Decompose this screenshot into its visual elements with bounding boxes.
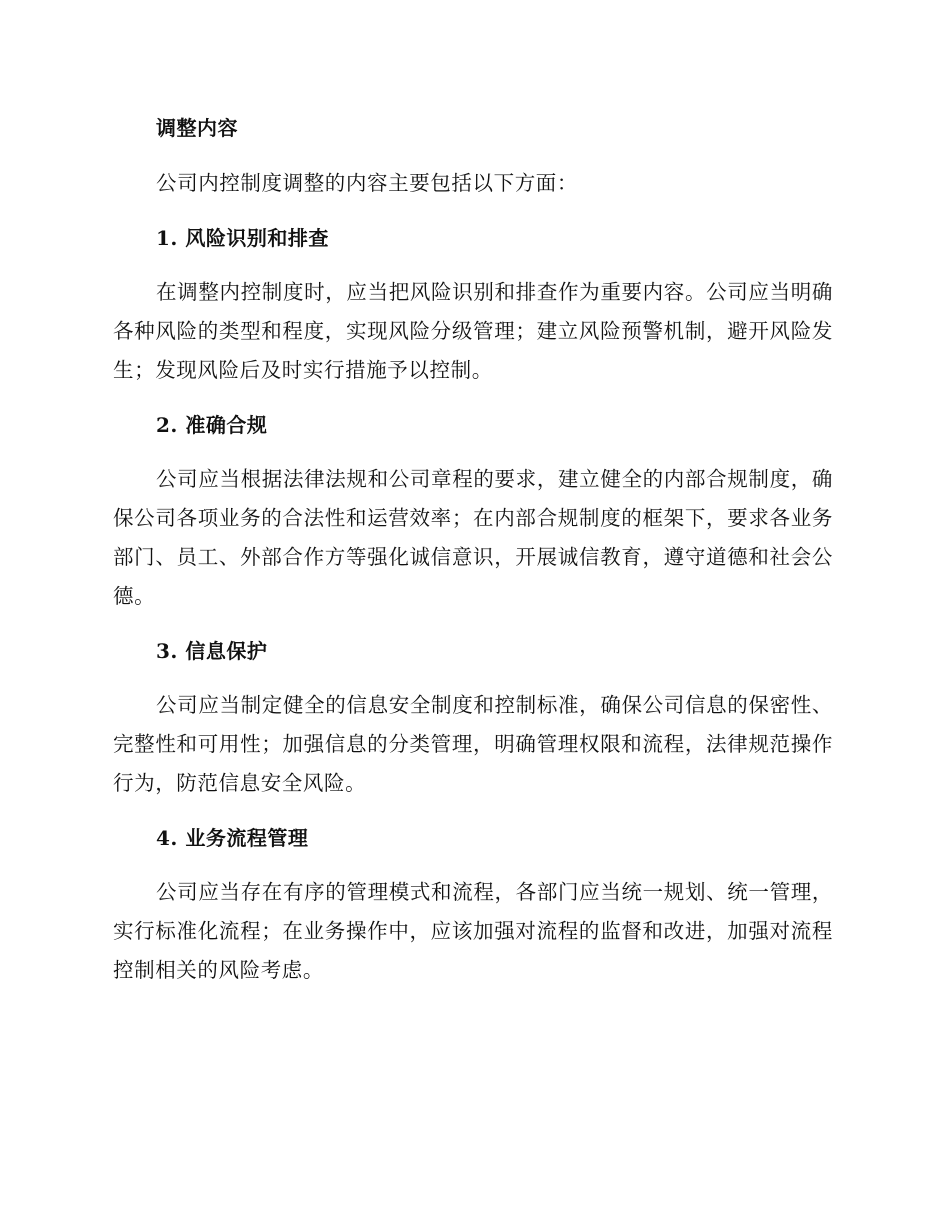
section-body-4: 公司应当存在有序的管理模式和流程，各部门应当统一规划、统一管理，实行标准化流程；在业务操作中，应该加强对流程的监督和改进，加强对流程控制相关的风险考虑。 [113,880,833,982]
section-body-3: 公司应当制定健全的信息安全制度和控制标准，确保公司信息的保密性、完整性和可用性；加强信息的分类管理，明确管理权限和流程，法律规范操作行为，防范信息安全风险。 [113,693,833,795]
document-page [113,108,833,990]
section-body-2: 公司应当根据法律法规和公司章程的要求，建立健全的内部合规制度，确保公司各项业务的合法性和运营效率；在内部合规制度的框架下，要求各业务部门、员工、外部合作方等强化诚信意识，开展诚信教育，遵守道德和社会公德。 [113,467,833,608]
document-title: 调整内容 [156,116,238,140]
section-heading-4: 4. 业务流程管理 [156,826,309,850]
section-heading-1: 1. 风险识别和排查 [156,226,329,250]
section-heading-2: 2. 准确合规 [156,413,268,437]
intro-paragraph: 公司内控制度调整的内容主要包括以下方面： [156,171,578,195]
section-heading-3: 3. 信息保护 [156,639,268,663]
section-body-1: 在调整内控制度时，应当把风险识别和排查作为重要内容。公司应当明确各种风险的类型和程度，实现风险分级管理；建立风险预警机制，避开风险发生；发现风险后及时实行措施予以控制。 [113,280,833,382]
